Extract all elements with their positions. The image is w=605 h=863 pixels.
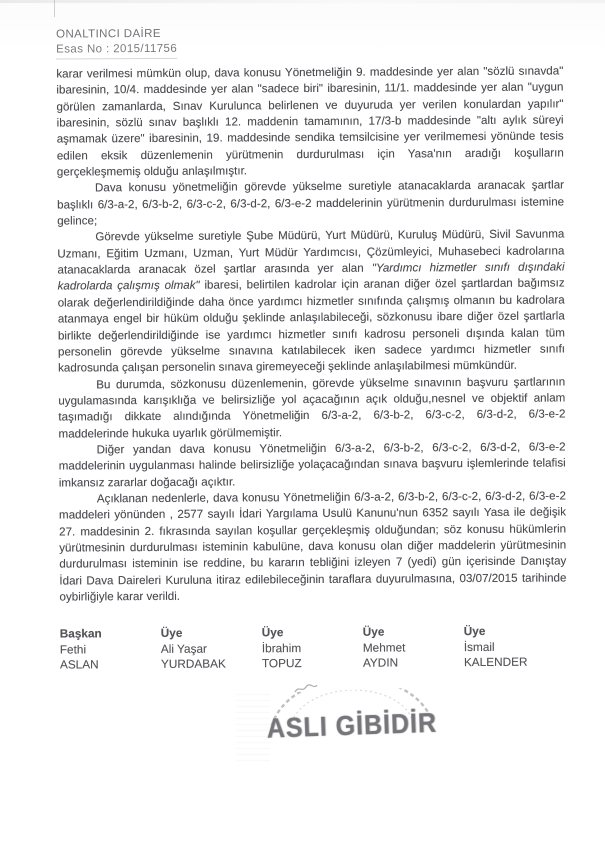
signature-title: Üye bbox=[261, 625, 284, 640]
signature-title: Üye bbox=[160, 626, 183, 641]
paragraph-analysis bbox=[57, 227, 565, 377]
signature-block bbox=[60, 624, 567, 674]
paragraph-analysis-post: ibaresi, belirtilen kadrolar için aranan diğer özel şartlardan bağımsız olarak değerlendirildiğinde daha önce yardımcı hizmetler sınıfında çalışmış olmanın bu kadrolara atanmaya engel bir hüküm olduğu şeklinde anlaşılabileceği, sözkonusu ibare diğer özel şartlarla birlikte değerlendirildiğinde ise yardımcı hizmetler sınıfı kadrosu personeli dışında kalan tüm personelin görevde yükselme sınavına katılabilecek iken sadece yardımcı hizmetler sınıfı kadrosunda çalışan personelin sınava giremeyeceği şeklinde anlaşılabilmesi mümkündür. bbox=[57, 276, 566, 375]
paragraph-analysis-pre: Görevde yükselme suretiyle Şube Müdürü, Yurt Müdürü, Kuruluş Müdürü, Sivil Savunma Uzmanı, Eğitim Uzmanı, Uzman, Yurt Müdür Yardımcısı, Çözümleyici, Muhasebeci kadrolarına atanacaklarda aranacak özel şartlar arasında yer alan bbox=[57, 227, 565, 277]
chamber-title: ONALTINCI DAİRE bbox=[56, 27, 161, 41]
document-header bbox=[56, 24, 563, 59]
signature-title: Başkan bbox=[59, 626, 102, 641]
signature-first-name: Mehmet bbox=[362, 640, 406, 655]
decision-body bbox=[56, 63, 566, 605]
paragraph-analysis-quote: "Yardımcı hizmetler sınıfı dışındaki kadrolarda çalışmış olmak" bbox=[57, 260, 565, 294]
paragraph-conclusion-law: Bu durumda, sözkonusu düzenlemenin, görevde yükselme sınavının başvuru şartlarının uygulamasında karışıklığa ve belirsizliğe yol açacağının açık olduğu,nesnel ve objektif anlam taşımadığı dikkate alındığında Yönetmeliğin 6/3-a-2, 6/3-b-2, 6/3-c-2, 6/3-d-2, 6/3-e-2 maddelerinde hukuka uyarlık görülmemiştir. bbox=[58, 374, 566, 441]
signature-member-1 bbox=[161, 626, 262, 673]
signature-first-name: İsmail bbox=[463, 639, 495, 654]
signature-member-4 bbox=[464, 624, 528, 671]
paragraph-final-ruling: Açıklanan nedenlerle, dava konusu Yönetmeliğin 6/3-a-2, 6/3-b-2, 6/3-c-2, 6/3-d-2, 6/3-e-2 maddeleri yönünden , 2577 sayılı İdari Yargılama Usulü Kanunu'nun 6352 sayılı Yasa ile değişik 27. maddesinin 2. fıkrasında sayılan koşullar gerçekleşmiş olduğundan; söz konusu hükümlerin yürütmesinin durdurulması isteminin kabulüne, dava konusu olan diğer maddelerin yürütmesinin durdurulması isteminin ise reddine, bu kararın tebliğini izleyen 7 (yedi) gün içerisinde Danıştay İdari Dava Daireleri Kuruluna itiraz edilebileceğinin taraflara duyurulmasına, 03/07/2015 tarihinde oybirliğiyle karar verildi. bbox=[58, 489, 567, 604]
signature-last-name: ASLAN bbox=[59, 657, 99, 672]
signature-first-name: Ali Yaşar bbox=[160, 641, 207, 656]
signature-title: Üye bbox=[362, 624, 385, 640]
paragraph-scope: Dava konusu yönetmeliğin görevde yükselme suretiyle atanacaklarda aranacak şartlar başlıklı 6/3-a-2, 6/3-b-2, 6/3-c-2, 6/3-d-2, 6/3-e-2 maddelerinin yürütmenin durdurulması istemine gelince; bbox=[57, 178, 565, 228]
scan-artifact-top-edge bbox=[0, 0, 605, 3]
signature-last-name: TOPUZ bbox=[261, 656, 302, 671]
paragraph-ruling-intro: karar verilmesi mümkün olup, dava konusu Yönetmeliğin 9. maddesinde yer alan "sözlü sınavda" ibaresinin, 10/4. maddesinde yer alan "sadece biri" ibaresinin, 11/1. maddesinde yer alan "uygun görülen zamanlarda, Sınav Kurulunca belirlenen ve duyuruda yer verilen konulardan yapılır" ibaresinin, sözlü sınav başlıklı 12. maddenin tamamının, 17/3-b maddesinde "altı aylık süreyi aşmamak üzere" ibaresinin, 19. maddesinde sendika temsilcisine yer verilmemesi yönünde tesis edilen eksik düzenlemenin yürütmenin durdurulması için Yasa'nın aradığı koşulların gerçekleşmemiş olduğu anlaşılmıştır. bbox=[56, 64, 564, 179]
signature-last-name: KALENDER bbox=[463, 655, 528, 670]
true-copy-stamp-text: ASLI GİBİDİR bbox=[266, 707, 438, 745]
signature-first-name: İbrahim bbox=[261, 640, 302, 656]
signature-president bbox=[60, 626, 161, 673]
document-content bbox=[56, 24, 567, 673]
signature-title: Üye bbox=[463, 624, 486, 639]
signature-first-name: Fethi bbox=[59, 642, 87, 657]
scan-artifact-left-mark bbox=[54, 0, 55, 17]
signature-last-name: YURDABAK bbox=[160, 656, 226, 672]
signature-member-3 bbox=[363, 624, 464, 671]
case-number: Esas No : 2015/11756 bbox=[56, 42, 177, 60]
paragraph-irreparable-harm: Diğer yandan dava konusu Yönetmeliğin 6/3-a-2, 6/3-b-2, 6/3-c-2, 6/3-d-2, 6/3-e-2 maddelerinin uygulanması halinde belirsizliğe yolaçacağından sınava başvuru işlemlerinde telafisi imkansız zararlar doğacağı açıktır. bbox=[58, 440, 566, 490]
true-copy-stamp bbox=[251, 687, 454, 774]
signature-last-name: AYDIN bbox=[362, 655, 399, 671]
signature-member-2 bbox=[262, 625, 363, 672]
